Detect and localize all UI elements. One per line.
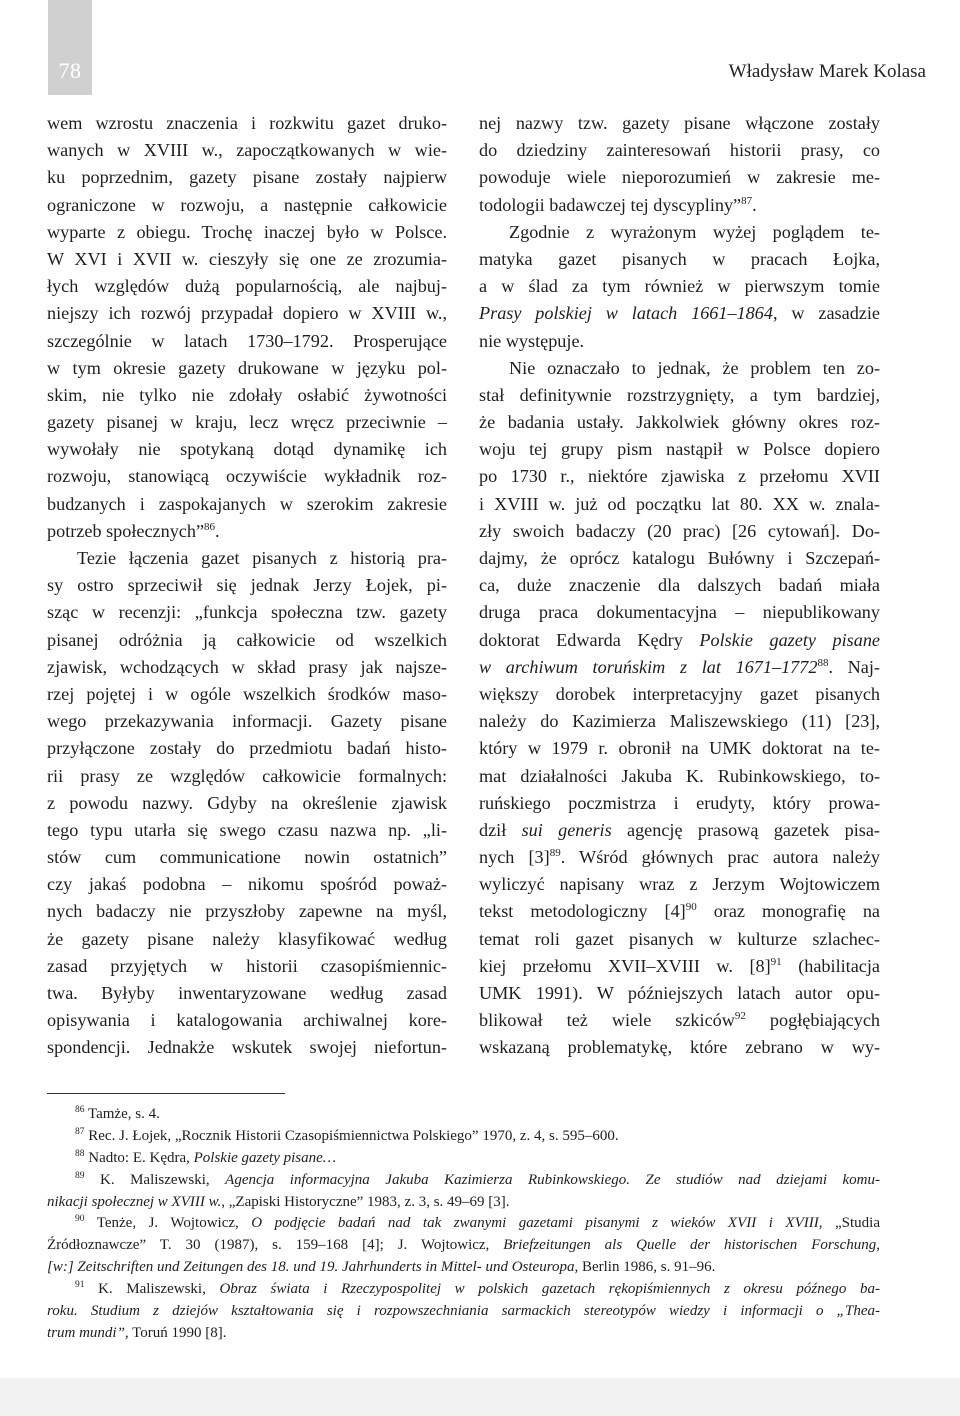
footnote-90 [47,1213,880,1235]
footnote-title: nikacji społecznej w XVIII w. [47,1193,222,1210]
text-line: Zgodnie z wyrażonym wyżej poglądem te- [509,221,880,242]
footnote-ref-92[interactable]: 92 [734,1010,746,1023]
text-line: i XVIII w. już od początku lat 80. XX w. znala- [479,493,880,514]
text-line: gazety pisanej w kraju, lecz wręcz przeciwnie – [47,412,447,433]
text-line: należy do Kazimierza Maliszewskiego (11) [23], [479,711,880,732]
text-line [479,192,880,219]
footnote-text: , „Studia [818,1215,880,1232]
footnote-89-cont [47,1192,880,1214]
footnote-title: Agencja informacyjna Jakuba Kazimierza Rubinkowskiego. Ze studiów nad dziejami komu- [225,1171,880,1188]
text-line: zasad przyjętych w historii czasopiśmiennic- [47,955,447,976]
text-line: Nie oznaczało to jednak, że problem ten zo- [509,357,880,378]
footnote-86 [47,1104,880,1126]
text-line: a w ślad za tym również w pierwszym tomie [479,276,880,297]
thesis-title: w archiwum toruńskim z lat 1671–1772 [479,656,818,677]
text-line: sząc w recenzji: „funkcja społeczna tzw. gazety [47,602,447,623]
text-line: wego przekazywania informacji. Gazety pisane [47,711,447,732]
text-line: Tezie łączenia gazet pisanych z historią pra- [77,548,447,568]
footnote-91-cont [47,1323,880,1345]
text-line: tego typu utarła się swego czasu nazwa np. „li- [47,819,447,840]
text-line: rozwoju, stanowiącą oczywiście wykładnik roz- [47,466,447,487]
page-number: 78 [58,58,82,83]
text-line: sy ostro sprzeciwił się jednak Jerzy Łojek, pi- [47,575,447,596]
text-line: budzanych i zaspokajanych w szerokim zakresie [47,493,447,514]
text-line: do dziedziny zainteresowań historii prasy, co [479,140,880,161]
text-line: w tym okresie gazety drukowane w języku pol- [47,357,447,378]
text-span: pogłębiających [745,1010,880,1031]
text-line: po 1730 r., niektóre zjawiska z przełomu XVII [479,466,880,487]
footnote-90-cont [47,1235,880,1257]
text-line [479,1007,880,1034]
text-line: W XVI i XVII w. cieszyły się one ze zrozumia- [47,248,447,269]
text-span: potrzeb społecznych” [47,520,205,541]
footnote-text: K. Maliszewski, [100,1171,226,1188]
footnote-text: Rec. J. Łojek, „Rocznik Historii Czasopiśmiennictwa Polskiego” 1970, z. 4, s. 595–600. [88,1127,619,1144]
text-line: że badania ustały. Jakkolwiek główny okres roz- [479,412,880,433]
footnote-title: Polskie gazety pisane… [193,1149,337,1166]
text-span: . [752,194,757,215]
text-line: UMK 1991). W późniejszych latach autor opu- [479,983,880,1003]
footnote-ref-88[interactable]: 88 [817,656,829,669]
text-line [479,898,880,925]
text-line: temat roli gazet pisanych w kulturze szlachec- [479,928,880,949]
text-line: czy jakaś podobna – nikomu spośród poważ- [47,874,447,895]
footnote-text: Toruń 1990 [8]. [128,1324,227,1341]
text-line: opisywania i katalogowania archiwalnej kore- [47,1010,447,1031]
text-line: skim, nie tylko nie zdołały osłabić żywotności [47,384,447,405]
text-line: wanych w XVIII w., zapoczątkowanych w wie- [47,140,447,161]
text-line: szczególnie w latach 1730–1792. Prosperujące [47,330,447,351]
footnote-title: Obraz świata i Rzeczypospolitej w polskich gazetach rękopiśmiennych z okresu późnego ba- [219,1281,880,1298]
footnote-number: 87 [75,1126,85,1137]
footnote-divider [47,1093,285,1094]
text-line: większy dorobek interpretacyjny gazet pisanych [479,683,880,704]
thesis-title: Polskie gazety pisane [699,629,880,650]
text-span: , w zasadzie [772,303,880,324]
text-line: pisanej odróżnia ją całkowicie od wszelkich [47,629,447,650]
text-line: ca, duże znaczenie dla dalszych badań miała [479,575,880,596]
text-line: który w 1979 r. obronił na UMK doktorat na te- [479,738,880,759]
text-span: . Wśród głównych prac autora należy [560,847,880,868]
text-line: druga praca dokumentacyjna – niepublikowany [479,602,880,623]
footnote-ref-86[interactable]: 86 [204,520,216,533]
footnote-90-cont [47,1257,880,1279]
footnote-text: Źródłoznawcze” T. 30 (1987), s. 159–168 [4]; J. Wojtowicz, [47,1237,504,1254]
footnote-number: 86 [75,1105,85,1115]
text-line [47,518,447,545]
footnote-91-cont [47,1301,880,1323]
text-line: niejszy ich rozwój przypadał dopiero w XVIII w., [47,303,447,324]
footnote-text: Tamże, s. 4. [87,1106,160,1122]
footnote-ref-91[interactable]: 91 [770,955,782,968]
latin-phrase: sui generis [521,819,612,840]
text-span: oraz monografię na [696,901,880,922]
text-line: stów cum communicatione nowin ostatnich” [47,847,447,868]
text-line: twa. Byłyby inwentaryzowane według zasad [47,983,447,1003]
text-line: wem wzrostu znaczenia i rozkwitu gazet druko- [47,113,447,133]
text-line [479,817,880,844]
text-line: ruńskiego poczmistrza i erudyty, który prowa- [479,792,880,813]
text-line: nej nazwy tzw. gazety pisane włączone zostały [479,113,880,133]
text-line: rii prasy ze względów całkowicie formalnych: [47,765,447,786]
text-line: wywołały nie spotykaną dotąd dynamikę ich [47,439,447,460]
text-span: doktorat Edwarda Kędry [479,629,700,650]
text-span: nych [3] [479,847,550,868]
text-line: że gazety pisane należy klasyfikować według [47,928,447,949]
text-line: wskazaną problematykę, które zebrano w wy- [479,1037,880,1058]
footnote-text: Nadto: E. Kędra, [88,1149,194,1166]
text-line: łych względów dużą popularnością, ale najbuj- [47,276,447,297]
footnote-title: [w:] Zeitschriften und Zeitungen des 18. und 19. Jahrhunderts in Mittel- und Osteuropa, [47,1259,579,1276]
text-span: todologii badawczej tej dyscypliny” [479,194,742,215]
left-column [47,110,447,1062]
footnote-text: K. Maliszewski, [98,1281,220,1298]
text-line: woju tej grupy pism nastąpił w Polsce dopiero [479,439,880,460]
text-line [479,953,880,980]
text-span: dził [479,819,522,840]
text-span: (habilitacja [781,955,880,976]
text-line: wyparte z obiegu. Trochę inaczej było w Polsce. [47,221,447,242]
text-line: nie występuje. [479,330,585,351]
text-span: tekst metodologiczny [4] [479,901,686,922]
running-head: Władysław Marek Kolasa [728,61,926,82]
footnote-88 [47,1148,880,1170]
text-line [479,654,880,681]
text-line: zły swoich badaczy (20 prac) [26 cytowań]. Do- [479,520,880,541]
footnote-text: , „Zapiski Historyczne” 1983, z. 3, s. 49–69 [3]. [221,1193,510,1210]
footnote-89 [47,1170,880,1192]
text-line: mat działalności Jakuba K. Rubinkowskiego, to- [479,765,880,786]
text-line: nych badaczy nie przyszłoby zapewne na myśl, [47,901,447,922]
footnote-title: O podjęcie badań nad tak zwanymi gazetami pisanymi z wieków XVII i XVIII [251,1215,819,1232]
footnote-ref-90[interactable]: 90 [685,901,697,914]
text-line: stał definitywnie rozstrzygnięty, a tym bardziej, [479,384,880,405]
footnote-number: 90 [75,1214,85,1225]
text-span: kiej przełomu XVII–XVIII w. [8] [479,955,771,976]
footnote-87 [47,1126,880,1148]
text-line: z powodu nazwy. Gdyby na określenie zjawisk [47,792,447,813]
footnote-number: 88 [75,1148,85,1159]
footnote-text: Berlin 1986, s. 91–96. [578,1259,716,1276]
text-line: matyka gazet pisanych w pracach Łojka, [479,248,880,269]
text-line: powoduje wiele nieporozumień w zakresie me- [479,167,880,188]
book-title: Prasy polskiej w latach 1661–1864 [479,303,773,324]
text-line: rzej pojętej i w ogóle wszelkich środków maso- [47,683,447,704]
text-span: . [215,520,220,541]
right-column [479,110,880,1062]
footnote-number: 91 [75,1280,85,1291]
text-line [479,627,880,654]
footnote-title: Briefzeitungen als Quelle der historischen Forschung, [503,1237,880,1254]
text-line: wyliczyć napisany wraz z Jerzym Wojtowiczem [479,874,880,895]
text-span: . Naj- [828,656,880,677]
text-line: zjawisk, wchodzących w skład prasy jak najsze- [47,656,447,677]
footnote-ref-87[interactable]: 87 [741,194,753,207]
footnote-number: 89 [75,1170,85,1181]
text-line: ograniczone w rozwoju, a następnie całkowicie [47,194,447,215]
text-span: blikował też wiele szkiców [479,1010,735,1031]
text-line: przyłączone zostały do przedmiotu badań histo- [47,738,447,759]
text-line [479,300,880,327]
footnote-91 [47,1279,880,1301]
text-line: ku poprzednim, gazety pisane zostały najpierw [47,167,447,188]
footnote-text: Tenże, J. Wojtowicz, [96,1215,252,1232]
text-span: agencję prasową gazetek pisa- [611,819,880,840]
text-line: spondencji. Jednakże wskutek swojej niefortun- [47,1037,447,1058]
footnote-title: trum mundi”, [47,1324,129,1341]
footnotes [47,1104,880,1345]
footnote-ref-89[interactable]: 89 [549,847,561,860]
footnote-title: roku. Studium z dziejów kształtowania się i rozpowszechniania sarmackich stereotypów wiedzy i informacji o „Thea- [47,1303,880,1320]
text-line [479,844,880,871]
text-line: dajmy, że oprócz katalogu Bułówny i Szczepań- [479,548,880,568]
